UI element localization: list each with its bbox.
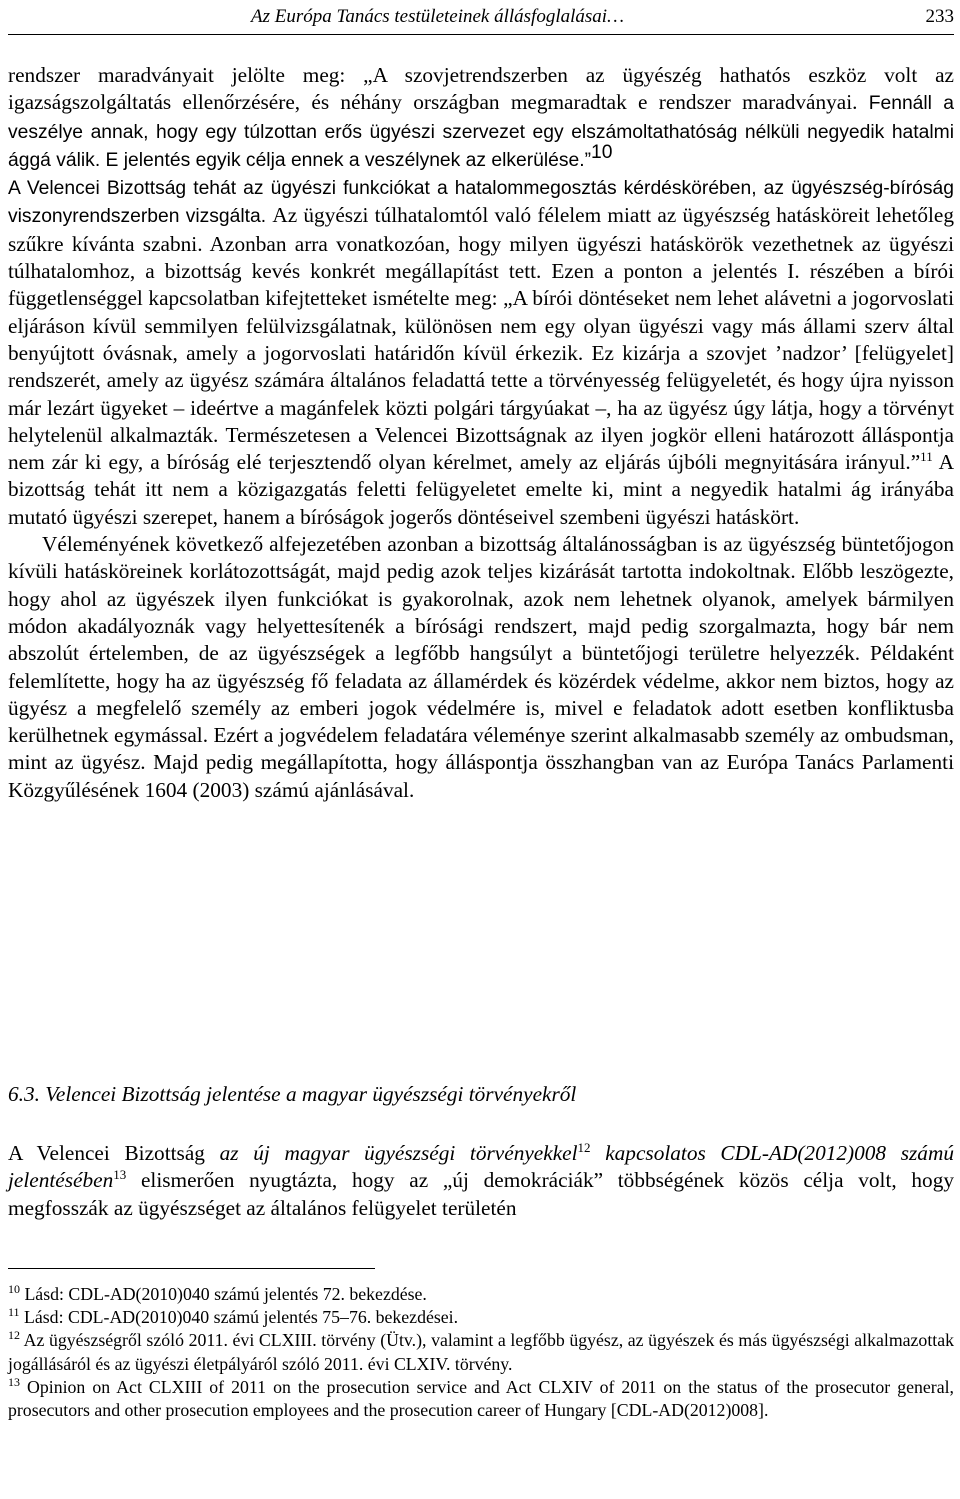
main-text (8, 62, 954, 804)
footnote-number: 11 (8, 1305, 20, 1320)
paragraph-1 (8, 62, 954, 531)
footnote-text: Az ügyészségről szóló 2011. évi CLXIII. törvény (Ütv.), valamint a legfőbb ügyész, az ügyészek és más ügyészségi alkalmazottak jogállásáról és az ügyészi életpályáról szóló 2011. évi CLXIV. törvény. (8, 1330, 954, 1374)
footnote-ref-11: 11 (920, 449, 933, 465)
footnote-text: Lásd: CDL-AD(2010)040 számú jelentés 75–76. bekezdései. (19, 1307, 459, 1328)
paragraph-3-italic-b: kapcsolatos CDL-AD(2012)008 számú jelentésében (8, 1141, 954, 1193)
footnote (8, 1306, 954, 1329)
running-title: Az Európa Tanács testületeinek állásfoglalásai… (251, 6, 624, 27)
footnote-number: 13 (8, 1374, 20, 1389)
footnote (8, 1329, 954, 1375)
paragraph-1-text-d: Az ügyészi túlhatalomtól való félelem miatt az ügyészség hatásköreit lehetőleg szűkre kívánta szabni. Azonban arra vonatkozóan, hogy milyen ügyészi hatáskörök vezethetnek az ügyészi túlhatalomhoz, a bizottság kevés konkrét megállapítást tett. Ezen a ponton a jelentés I. részében a bírói függetlenséggel kapcsolatban kifejtetteket ismételte meg: „A bírói döntéseket nem lehet alávetni a jogorvoslati eljáráson kívül semmilyen felülvizsgálatnak, különösen nem egy olyan ügyészi vagy más állami szerv által benyújtott óvásnak, amely a jogorvoslati határidőn kívül érkezik. Ez kizárja a szovjet ’nadzor’ [felügyelet] rendszerét, amely az ügyész számára általános feladattá tette a törvényesség felügyeletét, és hogy újra nyisson már lezárt ügyeket – ideértve a magánfelek közti polgári tárgyúakat –, ha az ügyész úgy látja, hogy a törvényt helytelenül alkalmazták. Természetesen a Velencei Bizottságnak az ilyen jogkör elleni határozott álláspontja nem zár ki egy, a bíróság elé terjesztendő olyan kérelmet, amely az eljárás újbóli megnyitására irányul.” (8, 203, 954, 475)
footnote-text: Opinion on Act CLXIII of 2011 on the prosecution service and Act CLXIV of 2011 on the status of the prosecutor general, prosecutors and other prosecution employees and the prosecution career of Hungary [CDL-AD(2012)008]. (8, 1376, 954, 1421)
paragraph-1-text-b: Fennáll a veszélye annak, hogy egy túlzottan erős ügyészi szervezet egy elszámoltathatóság nélküli negyedik hatalmi ággá válik. E jelentés egyik célja ennek a veszélynek az elkerülése.” (8, 93, 954, 171)
paragraph-3-italic-a: az új magyar ügyészségi törvényekkel (219, 1141, 578, 1165)
main-text-continued (8, 1140, 954, 1222)
paragraph-1-text-c: A Velencei Bizottság tehát az ügyészi funkciókat a hatalommegosztás kérdéskörében, az ügyészség-bíróság viszonyrendszerben vizsgálta. (8, 178, 954, 228)
running-header (8, 6, 954, 32)
paragraph-3-text-b: elismerően nyugtázta, hogy az „új demokráciák” többségének közös célja volt, hogy megfosszák az ügyészséget az általános felügyelet területén (8, 1168, 954, 1220)
footnote-ref-10: 10 (591, 141, 613, 163)
footnote (8, 1376, 954, 1422)
footnote-number: 10 (8, 1282, 20, 1296)
footnote-number: 12 (8, 1328, 20, 1343)
header-divider (8, 34, 954, 35)
paragraph-3-text-a: A Velencei Bizottság (8, 1141, 220, 1165)
footnote-ref-13: 13 (113, 1167, 127, 1183)
paragraph-3 (8, 1140, 954, 1222)
footnote-ref-12: 12 (577, 1140, 591, 1155)
paragraph-1-text-a: rendszer maradványait jelölte meg: „A szovjetrendszerben az ügyészég hathatós eszköz volt az igazságszolgáltatás ellenőrzésére, és néhány országban megmaradtak e rendszer maradványai. (8, 63, 954, 115)
footnote-text: Lásd: CDL-AD(2010)040 számú jelentés 72. bekezdése. (20, 1284, 427, 1304)
paragraph-1-text-e: A bizottság tehát itt nem a közigazgatás feletti felügyeletet emelte ki, mint a negyedik hatalmi ág irányába mutató ügyészi szerepet, hanem a bíróságok jogerős döntéseivel szembeni ügyészi hatáskört. (8, 450, 955, 529)
footnotes (8, 1283, 954, 1422)
paragraph-2: Véleményének következő alfejezetében azonban a bizottság általánosságban is az ügyészség büntetőjogon kívüli hatásköreinek korlátozottságát, majd pedig azok teljes kizárását tartotta indokoltnak. Előbb leszögezte, hogy ahol az ügyészek ilyen funkciókat is gyakorolnak, azok nem lehetnek olyanok, amelyek bármilyen módon akadályoznák vagy helyettesítenék a bírósági rendszert, majd pedig szorgalmazta, hogy bár nem abszolút értelemben, de az ügyészségek a legfőbb hangsúlyt a büntetőjogi területre helyezzék. Példaként felemlítette, hogy ha az ügyészség fő feladata az államérdek és közérdek védelme, akkor nem biztos, hogy az ügyész a megfelelő személy az emberi jogok védelmére is, mivel e feladatok adott esetben konfliktusba kerülhetnek egymással. Ezért a jogvédelem feladatára véleménye szerint alkalmasabb személy az ombudsman, mint az ügyész. Majd pedig megállapította, hogy álláspontja összhangban van az Európa Tanács Parlamenti Közgyűlésének 1604 (2003) számú ajánlásával. (8, 532, 954, 802)
footnote-divider (8, 1268, 375, 1269)
footnote (8, 1283, 954, 1306)
section-heading: 6.3. Velencei Bizottság jelentése a magyar ügyészségi törvényekről (8, 1082, 577, 1106)
page-number: 233 (925, 6, 954, 27)
